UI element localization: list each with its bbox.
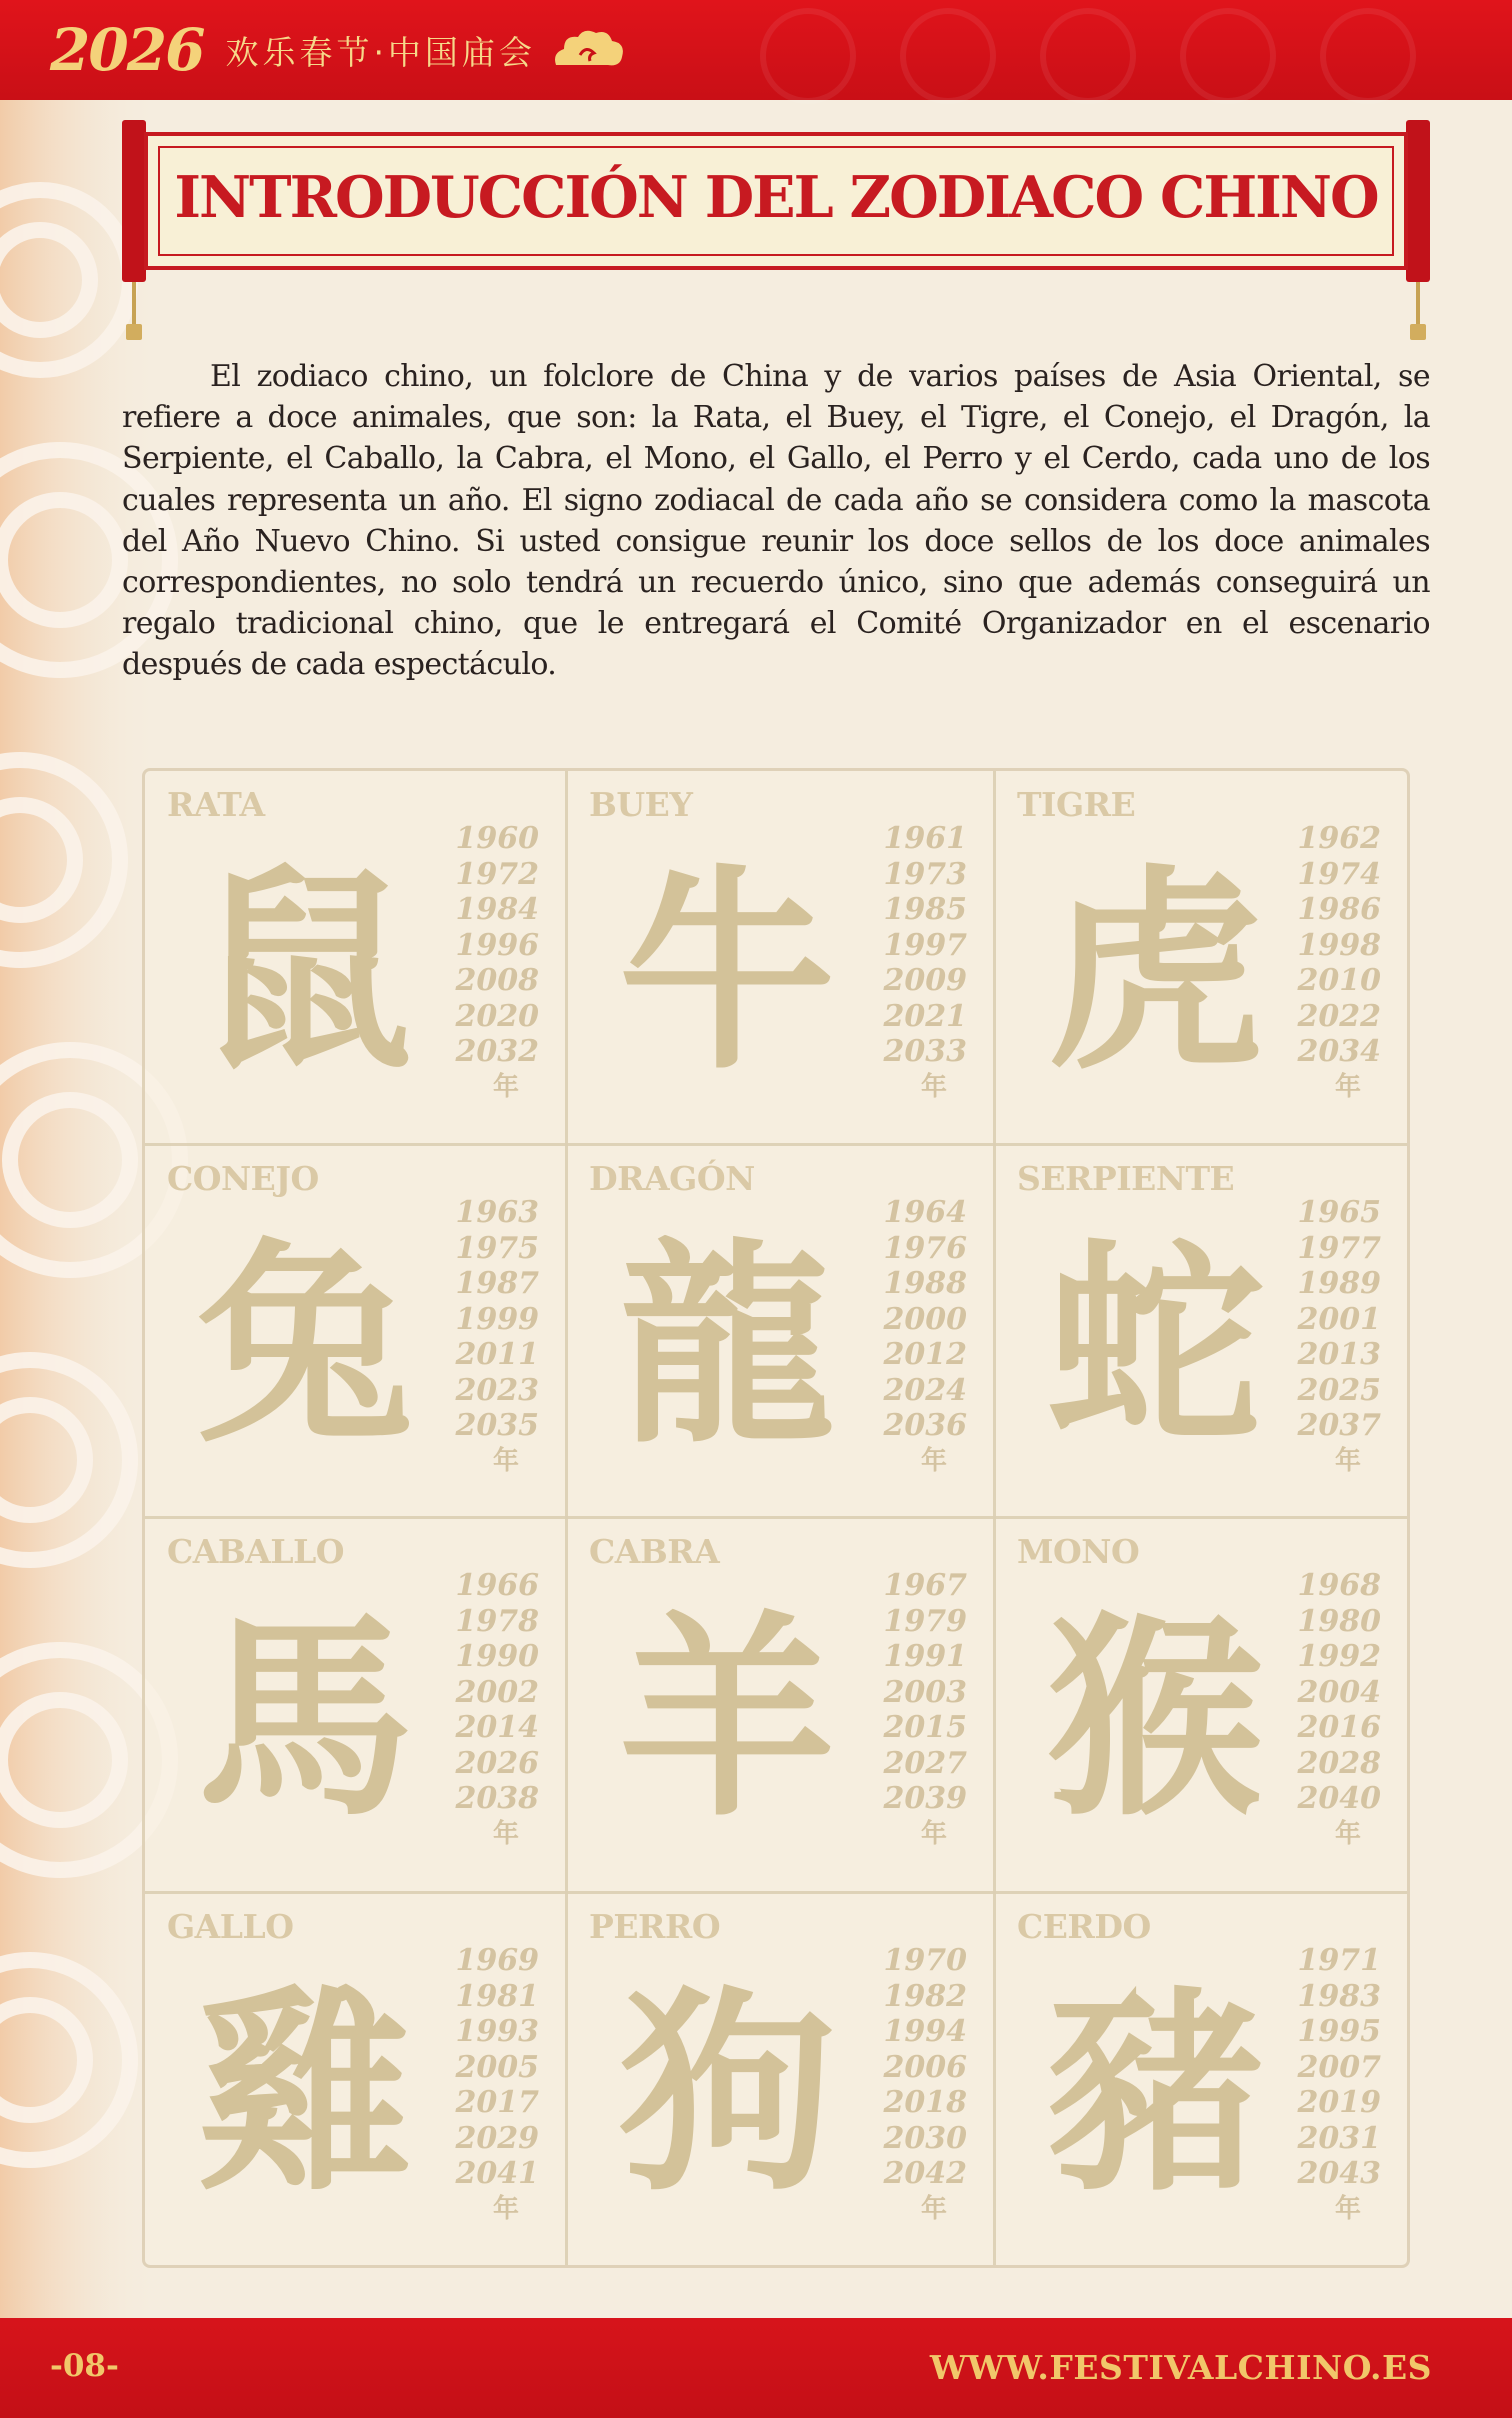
page-number: -08- xyxy=(50,2348,119,2384)
zodiac-year: 2033 xyxy=(883,1034,967,1069)
zodiac-cell xyxy=(567,1145,993,1516)
tassel-right-icon xyxy=(1416,282,1420,330)
zodiac-year: 1965 xyxy=(1297,1195,1381,1230)
zodiac-year: 2001 xyxy=(1297,1301,1381,1337)
bottom-banner xyxy=(0,2318,1512,2418)
zodiac-year: 2002 xyxy=(455,1674,539,1710)
zodiac-year: 1982 xyxy=(883,1978,967,2014)
zodiac-year: 2035 xyxy=(455,1408,539,1443)
zodiac-name: GALLO xyxy=(167,1907,294,1946)
zodiac-year: 1968 xyxy=(1297,1568,1381,1603)
zodiac-year: 2013 xyxy=(1297,1337,1381,1372)
zodiac-year: 1971 xyxy=(1297,1943,1381,1978)
zodiac-year: 1995 xyxy=(1297,2014,1381,2049)
zodiac-year: 2038 xyxy=(455,1781,539,1816)
auspicious-cloud-icon xyxy=(550,25,628,75)
zodiac-name: MONO xyxy=(1017,1532,1140,1571)
zodiac-year: 2020 xyxy=(455,998,539,1034)
zodiac-year: 2042 xyxy=(883,2156,967,2191)
zodiac-year: 1961 xyxy=(883,821,967,856)
zodiac-seal-character: 馬 xyxy=(196,1594,413,1845)
title-panel xyxy=(144,132,1408,270)
year-suffix: 年 xyxy=(920,1071,947,1102)
zodiac-cell xyxy=(995,1893,1407,2265)
zodiac-year: 1988 xyxy=(883,1266,967,1301)
zodiac-years xyxy=(456,1195,540,1479)
zodiac-year: 2017 xyxy=(455,2085,539,2120)
zodiac-year: 2006 xyxy=(883,2049,967,2085)
zodiac-name: SERPIENTE xyxy=(1017,1159,1235,1198)
year-suffix: 年 xyxy=(920,1445,947,1476)
zodiac-year: 1972 xyxy=(455,856,539,892)
zodiac-name: CABALLO xyxy=(167,1532,345,1571)
zodiac-cell xyxy=(567,1518,993,1891)
zodiac-years xyxy=(456,1943,540,2227)
zodiac-cell xyxy=(145,1518,565,1891)
zodiac-seal-character: 狗 xyxy=(618,1969,835,2220)
zodiac-years xyxy=(456,821,540,1105)
zodiac-year: 1967 xyxy=(883,1568,967,1603)
zodiac-year: 1994 xyxy=(883,2014,967,2049)
zodiac-cell xyxy=(995,1518,1407,1891)
zodiac-year: 1986 xyxy=(1297,892,1381,927)
zodiac-year: 1960 xyxy=(455,821,539,856)
zodiac-name: BUEY xyxy=(589,785,693,824)
zodiac-year: 2007 xyxy=(1297,2049,1381,2085)
zodiac-year: 1977 xyxy=(1297,1230,1381,1266)
zodiac-year: 1996 xyxy=(455,927,539,963)
zodiac-year: 1987 xyxy=(455,1266,539,1301)
zodiac-year: 2034 xyxy=(1297,1034,1381,1069)
zodiac-years xyxy=(884,1943,968,2227)
zodiac-year: 1984 xyxy=(455,892,539,927)
festival-brand xyxy=(50,14,628,86)
zodiac-year: 1970 xyxy=(883,1943,967,1978)
page-title: INTRODUCCIÓN DEL ZODIACO CHINO xyxy=(174,164,1378,231)
zodiac-year: 1975 xyxy=(455,1230,539,1266)
zodiac-year: 2003 xyxy=(883,1674,967,1710)
zodiac-year: 2026 xyxy=(455,1745,539,1781)
zodiac-year: 2019 xyxy=(1297,2085,1381,2120)
zodiac-seal-character: 雞 xyxy=(196,1969,413,2220)
zodiac-year: 1989 xyxy=(1297,1266,1381,1301)
zodiac-cell xyxy=(145,1145,565,1516)
zodiac-year: 1978 xyxy=(455,1603,539,1639)
zodiac-years xyxy=(884,1568,968,1852)
intro-paragraph: El zodiaco chino, un folclore de China y de varios países de Asia Oriental, se refiere a doce animales, que son: la Rata, el Buey, el Tigre, el Conejo, el Dragón, la Serpiente, el Caballo, la Cabra, el Mono, el Gallo, el Perro y el Cerdo, cada uno de los cuales representa un año. El signo zodiacal de cada año se considera como la mascota del Año Nuevo Chino. Si usted consigue reunir los doce sellos de los doce animales correspondientes, no solo tendrá un recuerdo único, sino que además conseguirá un regalo tradicional chino, que le entregará el Comité Organizador en el escenario después de cada espectáculo. xyxy=(122,359,1430,683)
zodiac-seal-character: 虎 xyxy=(1046,847,1263,1098)
zodiac-year: 1990 xyxy=(455,1639,539,1674)
zodiac-years xyxy=(1298,821,1382,1105)
zodiac-seal-character: 蛇 xyxy=(1046,1221,1263,1472)
zodiac-year: 1969 xyxy=(455,1943,539,1978)
zodiac-year: 2029 xyxy=(455,2120,539,2156)
tassel-left-icon xyxy=(132,282,136,330)
year-suffix: 年 xyxy=(920,2193,947,2224)
top-banner xyxy=(0,0,1512,100)
zodiac-year: 1991 xyxy=(883,1639,967,1674)
zodiac-year: 2004 xyxy=(1297,1674,1381,1710)
zodiac-cell xyxy=(995,771,1407,1143)
zodiac-year: 1980 xyxy=(1297,1603,1381,1639)
zodiac-year: 2028 xyxy=(1297,1745,1381,1781)
zodiac-year: 2036 xyxy=(883,1408,967,1443)
zodiac-year: 2005 xyxy=(455,2049,539,2085)
zodiac-years xyxy=(884,821,968,1105)
website-link[interactable]: WWW.FESTIVALCHINO.ES xyxy=(929,2348,1432,2387)
zodiac-year: 2040 xyxy=(1297,1781,1381,1816)
zodiac-year: 2023 xyxy=(455,1372,539,1408)
zodiac-year: 2000 xyxy=(883,1301,967,1337)
zodiac-year: 1966 xyxy=(455,1568,539,1603)
zodiac-year: 2032 xyxy=(455,1034,539,1069)
zodiac-year: 1983 xyxy=(1297,1978,1381,2014)
year-suffix: 年 xyxy=(492,1818,519,1849)
zodiac-years xyxy=(1298,1568,1382,1852)
zodiac-year: 2031 xyxy=(1297,2120,1381,2156)
zodiac-year: 1962 xyxy=(1297,821,1381,856)
zodiac-year: 1973 xyxy=(883,856,967,892)
zodiac-year: 1976 xyxy=(883,1230,967,1266)
zodiac-year: 2030 xyxy=(883,2120,967,2156)
zodiac-year: 1993 xyxy=(455,2014,539,2049)
year-suffix: 年 xyxy=(1334,1445,1361,1476)
zodiac-year: 2018 xyxy=(883,2085,967,2120)
zodiac-cell xyxy=(145,1893,565,2265)
year-suffix: 年 xyxy=(1334,1071,1361,1102)
zodiac-year: 2037 xyxy=(1297,1408,1381,1443)
zodiac-name: CONEJO xyxy=(167,1159,319,1198)
year-suffix: 年 xyxy=(492,2193,519,2224)
zodiac-seal-character: 鼠 xyxy=(196,847,413,1098)
zodiac-cell xyxy=(567,771,993,1143)
zodiac-cell xyxy=(995,1145,1407,1516)
banner-pattern-icon xyxy=(760,8,856,104)
zodiac-year: 1981 xyxy=(455,1978,539,2014)
banner-pattern-icon xyxy=(900,8,996,104)
zodiac-seal-character: 龍 xyxy=(618,1221,835,1472)
zodiac-years xyxy=(884,1195,968,1479)
zodiac-year: 1999 xyxy=(455,1301,539,1337)
zodiac-year: 2043 xyxy=(1297,2156,1381,2191)
zodiac-year: 1998 xyxy=(1297,927,1381,963)
zodiac-name: CABRA xyxy=(589,1532,720,1571)
zodiac-name: CERDO xyxy=(1017,1907,1151,1946)
zodiac-year: 2041 xyxy=(455,2156,539,2191)
year-suffix: 年 xyxy=(1334,2193,1361,2224)
zodiac-years xyxy=(456,1568,540,1852)
zodiac-cell xyxy=(567,1893,993,2265)
brand-year: 2026 xyxy=(50,16,204,84)
zodiac-year: 1997 xyxy=(883,927,967,963)
zodiac-seal-character: 猴 xyxy=(1046,1594,1263,1845)
zodiac-name: TIGRE xyxy=(1017,785,1136,824)
zodiac-year: 2024 xyxy=(883,1372,967,1408)
zodiac-seal-character: 兔 xyxy=(196,1221,413,1472)
zodiac-year: 2012 xyxy=(883,1337,967,1372)
year-suffix: 年 xyxy=(920,1818,947,1849)
zodiac-year: 2022 xyxy=(1297,998,1381,1034)
zodiac-name: RATA xyxy=(167,785,265,824)
banner-pattern-icon xyxy=(1040,8,1136,104)
zodiac-year: 2008 xyxy=(455,963,539,998)
year-suffix: 年 xyxy=(1334,1818,1361,1849)
zodiac-year: 2027 xyxy=(883,1745,967,1781)
zodiac-seal-character: 羊 xyxy=(618,1594,835,1845)
zodiac-year: 2015 xyxy=(883,1710,967,1745)
year-suffix: 年 xyxy=(492,1445,519,1476)
zodiac-year: 1974 xyxy=(1297,856,1381,892)
zodiac-year: 1992 xyxy=(1297,1639,1381,1674)
zodiac-seal-character: 牛 xyxy=(618,847,835,1098)
zodiac-year: 2014 xyxy=(455,1710,539,1745)
zodiac-years xyxy=(1298,1195,1382,1479)
banner-pattern-icon xyxy=(1180,8,1276,104)
zodiac-year: 2016 xyxy=(1297,1710,1381,1745)
zodiac-grid xyxy=(142,768,1410,2268)
zodiac-year: 2009 xyxy=(883,963,967,998)
zodiac-year: 1963 xyxy=(455,1195,539,1230)
zodiac-seal-character: 豬 xyxy=(1046,1969,1263,2220)
zodiac-year: 2021 xyxy=(883,998,967,1034)
zodiac-name: PERRO xyxy=(589,1907,721,1946)
zodiac-year: 2039 xyxy=(883,1781,967,1816)
year-suffix: 年 xyxy=(492,1071,519,1102)
scroll-rod-left xyxy=(122,120,146,282)
zodiac-year: 1964 xyxy=(883,1195,967,1230)
title-scroll xyxy=(122,120,1430,340)
zodiac-year: 2025 xyxy=(1297,1372,1381,1408)
scroll-rod-right xyxy=(1406,120,1430,282)
zodiac-year: 1979 xyxy=(883,1603,967,1639)
zodiac-years xyxy=(1298,1943,1382,2227)
zodiac-cell xyxy=(145,771,565,1143)
brand-slogan: 欢乐春节·中国庙会 xyxy=(225,32,536,72)
zodiac-name: DRAGÓN xyxy=(589,1159,755,1198)
zodiac-year: 1985 xyxy=(883,892,967,927)
zodiac-year: 2010 xyxy=(1297,963,1381,998)
zodiac-year: 2011 xyxy=(455,1337,539,1372)
banner-pattern-icon xyxy=(1320,8,1416,104)
